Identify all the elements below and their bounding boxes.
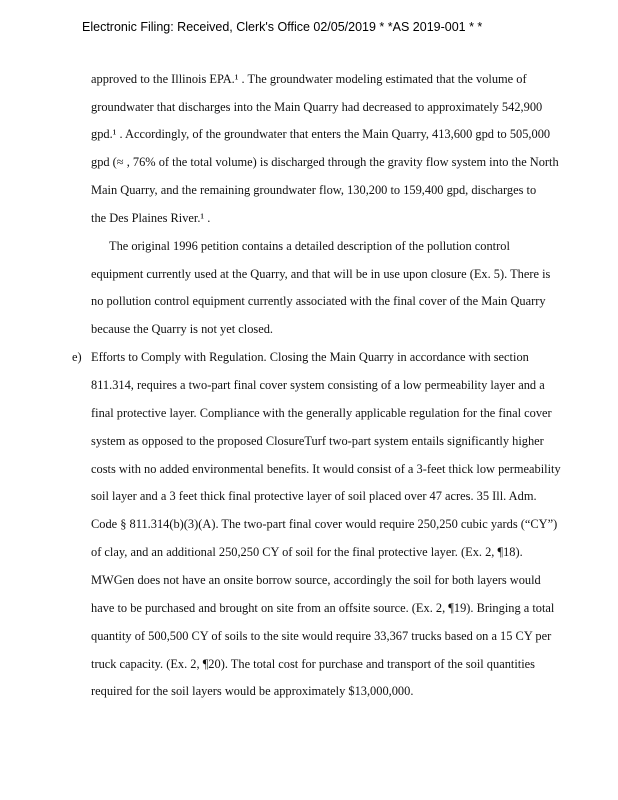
- text-line: Main Quarry, and the remaining groundwater flow, 130,200 to 159,400 gpd, discharges to: [91, 183, 537, 197]
- text-line: equipment currently used at the Quarry, and that will be in use upon closure (Ex. 5). There is: [91, 267, 551, 281]
- text-line: have to be purchased and brought on site from an offsite source. (Ex. 2, ¶19). Bringing a total: [91, 601, 555, 615]
- text-line: gpd (≈ , 76% of the total volume) is discharged through the gravity flow system into the North: [91, 155, 559, 169]
- text-line: approved to the Illinois EPA.¹ . The groundwater modeling estimated that the volume of: [91, 72, 527, 86]
- text-line: required for the soil layers would be approximately $13,000,000.: [91, 684, 414, 698]
- text-line: of clay, and an additional 250,250 CY of soil for the final protective layer. (Ex. 2, ¶18).: [91, 545, 523, 559]
- text-line: 811.314, requires a two-part final cover system consisting of a low permeability layer and a: [91, 378, 545, 392]
- text-line: The original 1996 petition contains a detailed description of the pollution control: [109, 239, 510, 253]
- text-line: gpd.¹ . Accordingly, of the groundwater that enters the Main Quarry, 413,600 gpd to 505,000: [91, 127, 551, 141]
- text-line: no pollution control equipment currently associated with the final cover of the Main Quarry: [91, 294, 546, 308]
- text-line: MWGen does not have an onsite borrow source, accordingly the soil for both layers would: [91, 573, 541, 587]
- list-marker-e: e): [72, 350, 82, 364]
- text-line: soil layer and a 3 feet thick final protective layer of soil placed over 47 acres. 35 Ill. Adm.: [91, 489, 537, 503]
- text-line: final protective layer. Compliance with the generally applicable regulation for the final cover: [91, 406, 552, 420]
- text-line: truck capacity. (Ex. 2, ¶20). The total cost for purchase and transport of the soil quantities: [91, 657, 535, 671]
- filing-header: Electronic Filing: Received, Clerk's Office 02/05/2019 * *AS 2019-001 * *: [82, 20, 483, 34]
- text-line: the Des Plaines River.¹ .: [91, 211, 211, 225]
- text-line: system as opposed to the proposed ClosureTurf two-part system entails significantly higher: [91, 434, 544, 448]
- text-line: Efforts to Comply with Regulation. Closing the Main Quarry in accordance with section: [91, 350, 529, 364]
- text-line: groundwater that discharges into the Main Quarry had decreased to approximately 542,900: [91, 100, 543, 114]
- text-line: quantity of 500,500 CY of soils to the site would require 33,367 trucks based on a 15 CY per: [91, 629, 552, 643]
- text-line: costs with no added environmental benefits. It would consist of a 3-feet thick low permeability: [91, 462, 561, 476]
- text-line: Code § 811.314(b)(3)(A). The two-part final cover would require 250,250 cubic yards (“CY”): [91, 517, 558, 531]
- text-line: because the Quarry is not yet closed.: [91, 322, 274, 336]
